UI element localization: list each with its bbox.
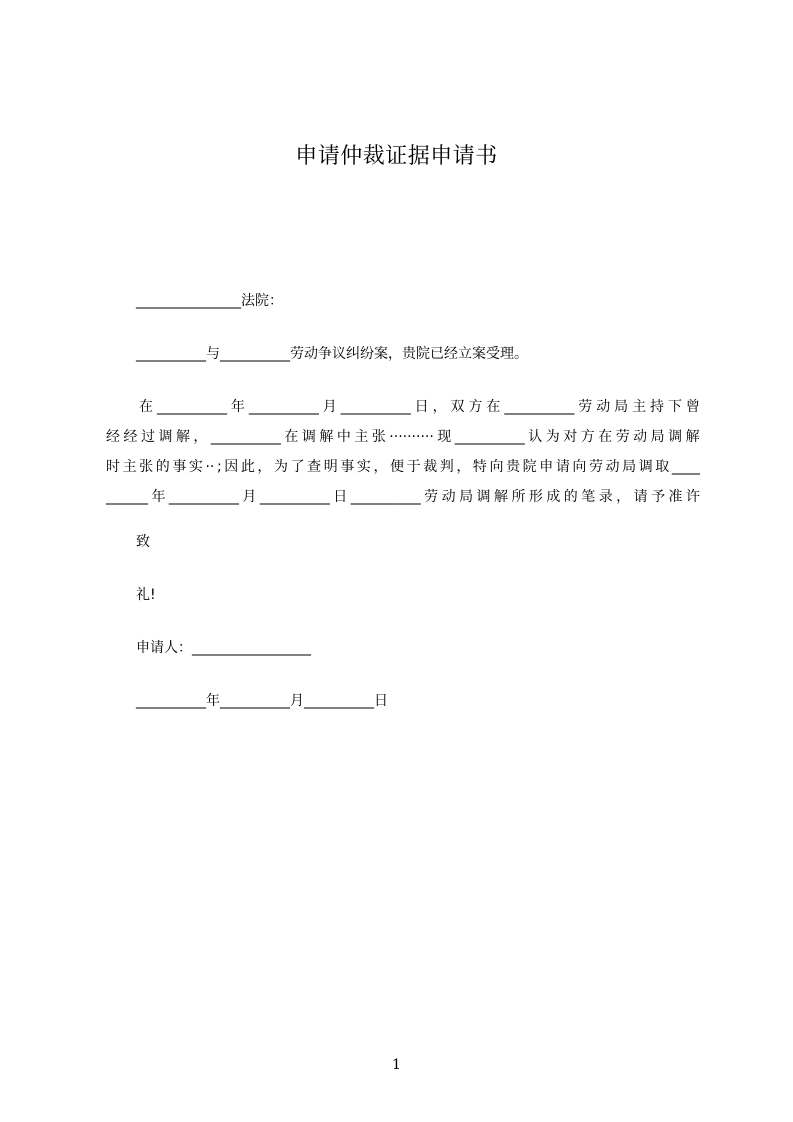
page-number: 1 [392, 1057, 401, 1073]
body-line-4: ______ 年 __________ 月 __________ 日 __________ 劳 动 局 调 解 所 形 成 的 笔 录 ， 请 予 准 许 [106, 489, 700, 505]
applicant-line: 申请人：_________________ [136, 640, 311, 656]
body-line-3: 时 主 张 的 事 实 ·· ; 因 此 ， 为 了 查 明 事 实 ， 便 于 裁 判 ， 特 向 贵 院 申 请 向 劳 动 局 调 取 ____ [106, 459, 700, 475]
document-title: 申请仲裁证据申请书 [295, 144, 498, 169]
addressee-line: _______________法院： [136, 293, 283, 309]
date-line: __________年__________月__________日 [136, 693, 388, 709]
case-line: __________与__________劳动争议纠纷案，贵院已经立案受理。 [136, 346, 528, 362]
body-line-1: 在 __________ 年 __________ 月 __________ 日 ， 双 方 在 __________ 劳 动 局 主 持 下 曾 [139, 399, 700, 415]
closing-salutation: 致 [136, 534, 150, 550]
closing-regards: 礼! [136, 587, 156, 603]
body-line-2: 经 经 过 调 解 ， __________ 在 调 解 中 主 张 ·········· 现 __________ 认 为 对 方 在 劳 动 局 调 解 [106, 429, 700, 445]
body-paragraph [106, 397, 700, 517]
